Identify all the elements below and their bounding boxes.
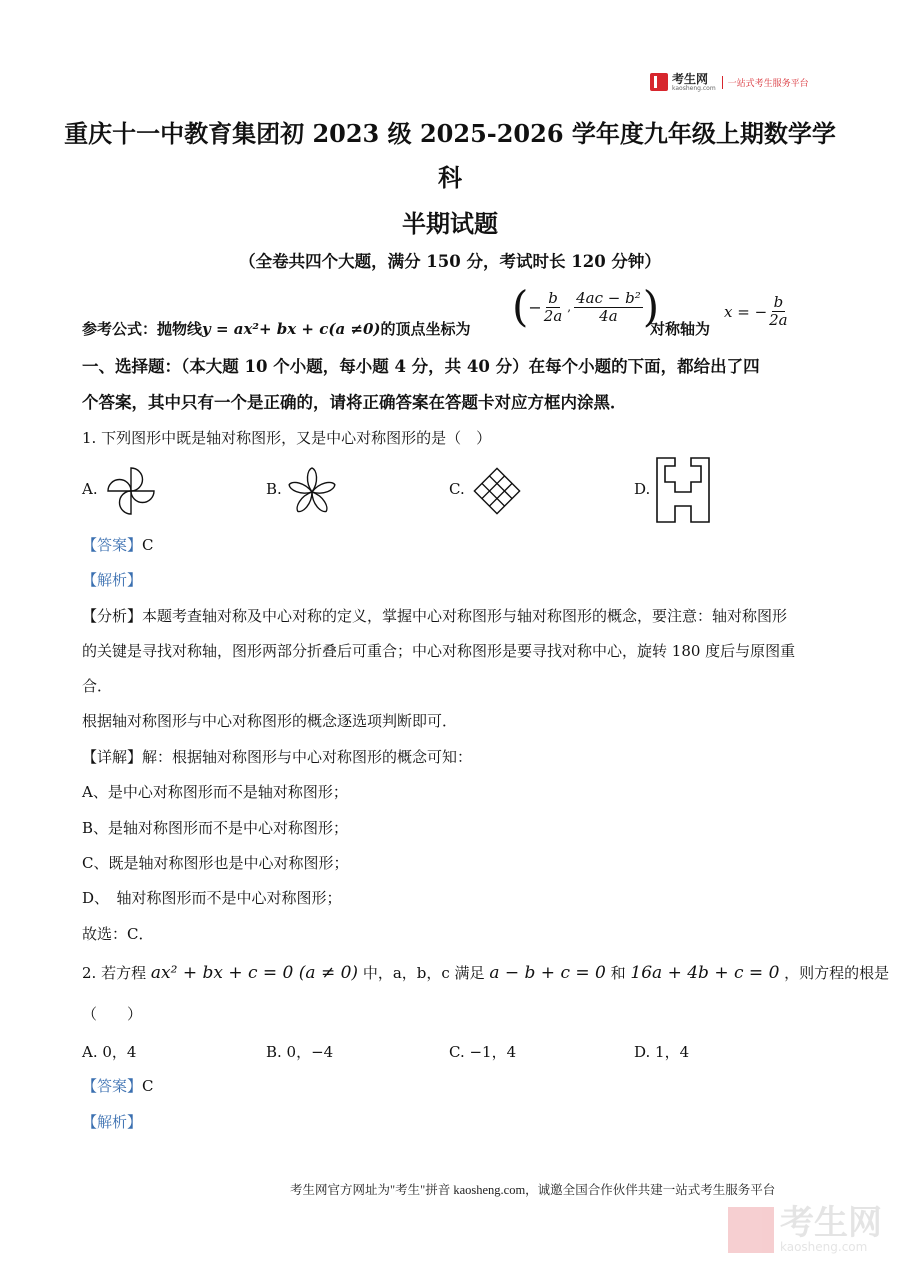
q2-condition-2: 16a + 4b + c = 0 xyxy=(630,963,780,983)
vertex-y-frac: $\frac{\text{4ac − b²}}{4a}$ xyxy=(576,288,641,325)
q1-fenxi-l2: 的关键是寻找对称轴，图形两部分折叠后可重合；中心对称图形是要寻找对称中心，旋转 180 度后与原图重 xyxy=(82,642,796,660)
q1-stem: 1. 下列图形中既是轴对称图形，又是中心对称图形的是（ ） xyxy=(82,429,492,447)
logo-domain: kaosheng.com xyxy=(672,84,716,92)
q1-option-b-label: B. xyxy=(266,480,282,498)
kaosheng-logo-icon xyxy=(650,73,668,91)
block-figure xyxy=(655,456,711,524)
q2-option-c: C. −1，4 xyxy=(449,1043,517,1061)
q2-stem: 2. 若方程 ax² + bx + c = 0 (a ≠ 0) 中，a，b，c 满足 a − b + c = 0 和 16a + 4b + c = 0 ，则方程的根是 xyxy=(82,963,890,983)
q2-condition-1: a − b + c = 0 xyxy=(489,963,606,983)
q2-equation: ax² + bx + c = 0 (a ≠ 0) xyxy=(150,963,359,983)
q1-item-d: D、 轴对称图形而不是中心对称图形； xyxy=(82,889,342,907)
q1-option-a-label: A. xyxy=(82,480,98,498)
axis-formula: x = − $\frac{b}{2a}$ xyxy=(724,293,788,329)
section1-heading-l1: 一、选择题：（本大题 10 个小题，每小题 4 分，共 40 分）在每个小题的下面，都给出了四 xyxy=(82,357,760,376)
q1-fenxi-l1: 【分析】本题考查轴对称及中心对称的定义，掌握中心对称图形与轴对称图形的概念，要注意：轴对称图形 xyxy=(82,607,788,625)
q1-conclusion: 故选：C． xyxy=(82,925,154,943)
vertex-x-frac: $\frac{b}{2a}$ xyxy=(543,288,563,325)
q1-xiangjie: 【详解】解：根据轴对称图形与中心对称图形的概念可知： xyxy=(82,748,473,766)
q1-option-c-label: C. xyxy=(449,480,465,498)
q1-item-b: B、是轴对称图形而不是中心对称图形； xyxy=(82,819,349,837)
q1-option-d-label: D. xyxy=(634,480,651,498)
q2-analysis-tag: 【解析】 xyxy=(82,1113,143,1131)
pinwheel-figure xyxy=(104,464,158,518)
q1-answer: 【答案】C xyxy=(82,536,154,554)
axis-label: 对称轴为 xyxy=(650,320,711,338)
flower-figure xyxy=(286,464,338,516)
logo-slogan: 一站式考生服务平台 xyxy=(722,76,809,89)
q1-basis: 根据轴对称图形与中心对称图形的概念逐选项判断即可． xyxy=(82,712,458,730)
q1-item-a: A、是中心对称图形而不是轴对称图形； xyxy=(82,783,348,801)
footer-text: 考生网官方网址为"考生"拼音 kaosheng.com，诚邀全国合作伙伴共建一站式考生服务平台 xyxy=(290,1183,776,1197)
q1-item-c: C、既是轴对称图形也是中心对称图形； xyxy=(82,854,349,872)
section1-heading-l2: 个答案，其中只有一个是正确的，请将正确答案在答题卡对应方框内涂黑． xyxy=(82,393,627,412)
q2-answer: 【答案】C xyxy=(82,1077,154,1095)
watermark-icon xyxy=(728,1207,774,1253)
page-title-line3: 半期试题 xyxy=(402,209,498,238)
watermark-sub: kaosheng.com xyxy=(780,1240,868,1254)
watermark-text: 考生网 xyxy=(780,1203,882,1243)
q1-analysis-tag: 【解析】 xyxy=(82,571,143,589)
q2-option-a: A. 0，4 xyxy=(82,1043,137,1061)
kaosheng-watermark xyxy=(728,1203,882,1254)
page-title-line1: 重庆十一中教育集团初 2023 级 2025-2026 学年度九年级上期数学学 xyxy=(64,119,836,148)
q1-fenxi-l3: 合． xyxy=(82,677,113,695)
q2-paren: （ ） xyxy=(82,1005,143,1023)
logo-brand: 考生网 xyxy=(672,71,709,86)
q2-option-d: D. 1，4 xyxy=(634,1043,690,1061)
formula-prefix: 参考公式：抛物线y = ax²+ bx + c(a ≠0)的顶点坐标为 xyxy=(82,320,471,338)
exam-note: （全卷共四个大题，满分 150 分，考试时长 120 分钟） xyxy=(239,252,661,271)
diamond-lattice-figure xyxy=(470,464,524,518)
parabola-equation: y = ax²+ bx + c(a ≠0) xyxy=(202,320,381,338)
kaosheng-logo xyxy=(650,70,809,94)
q2-option-b: B. 0，−4 xyxy=(266,1043,334,1061)
vertex-formula: ( − $\frac{b}{2a}$ , $\frac{\text{4ac − b²}}{4a}$ ) xyxy=(512,282,660,331)
page-title-line2: 科 xyxy=(438,163,462,192)
